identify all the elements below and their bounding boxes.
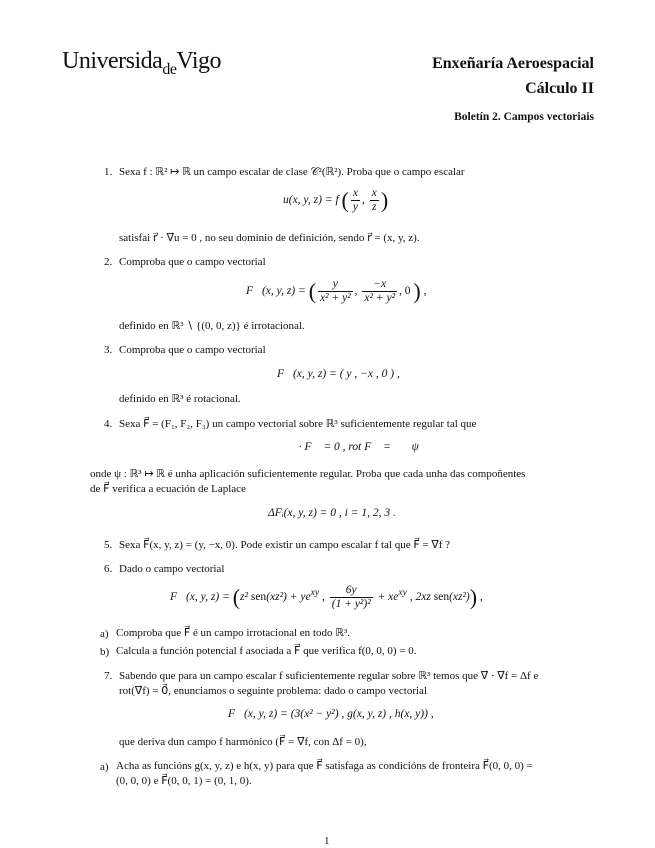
problem-6b-label: b): [100, 646, 110, 658]
problem-7-text-3: que deriva dun campo f harmónico (F⃗ = ∇⃗f, con Δf = 0),: [119, 736, 367, 748]
problem-3-condition: definido en ℝ³ é rotacional.: [119, 393, 241, 405]
problem-7a-text: Acha as funcións g(x, y, z) e h(x, y) para que F⃗ satisfaga as condicións de fronteira F⃗(0, 0, 0) =: [116, 760, 533, 772]
university-logo: Universida$_{de}$Vigo: [62, 48, 221, 78]
problem-2-number: 2.: [104, 256, 113, 268]
problem-7-number: 7.: [104, 670, 113, 682]
problem-1-number: 1.: [104, 166, 113, 178]
problem-4-number: 4.: [104, 418, 113, 430]
problem-1-text: Sexa f : ℝ² ↦ ℝ un campo escalar de clase 𝒞²(ℝ²). Proba que o campo escalar: [119, 166, 465, 178]
problem-3-number: 3.: [104, 344, 113, 356]
problem-1-equation: u(x, y, z) = f ( $\frac{x}{y}$ , $\frac{x}{z}$ ): [283, 187, 389, 213]
problem-6-number: 6.: [104, 563, 113, 575]
problem-3-equation: F⃗(x, y, z) = ( y , −x , 0 ) ,: [277, 368, 400, 380]
problem-4-equation: ∇⃗ · F⃗ = 0 , rot F⃗ = ∇⃗ψ: [278, 441, 419, 453]
problem-7a-label: a): [100, 761, 109, 773]
problem-4-text-3: de F⃗ verifica a ecuación de Laplace: [90, 483, 246, 495]
problem-7-text-2: rot(∇⃗f) = 0⃗, enunciamos o seguinte problema: dado o campo vectorial: [119, 685, 427, 697]
problem-5-number: 5.: [104, 539, 113, 551]
course-title: Cálculo II: [525, 80, 594, 97]
page-number: 1: [324, 835, 330, 847]
problem-2-text: Comproba que o campo vectorial: [119, 256, 266, 268]
problem-6-text: Dado o campo vectorial: [119, 563, 225, 575]
degree-title: Enxeñaría Aeroespacial: [432, 55, 594, 72]
problem-4-equation-2: ΔFᵢ(x, y, z) = 0 , i = 1, 2, 3 .: [268, 507, 396, 519]
problem-6b-text: Calcula a función potencial f asociada a F⃗ que verifica f(0, 0, 0) = 0.: [116, 645, 417, 657]
problem-2-equation: F⃗(x, y, z) = ( $\frac{y}{\text{x² + y²}}$ , $\frac{-x}{\text{x² + y²}}$ , 0 ) ,: [246, 278, 427, 304]
problem-6a-text: Comproba que F⃗ é un campo irrotacional en todo ℝ³.: [116, 627, 350, 639]
problem-6-equation: F⃗(x, y, z) = (z² $sen(xz^2) + ye^{xy}$ , $\frac{6y}{\text{(1 + y²)²}}$ + $xe^{xy}$ , 2xz sen(xz²)) ,: [170, 584, 483, 610]
problem-2-condition: definido en ℝ³ ∖ {(0, 0, z)} é irrotacional.: [119, 320, 305, 332]
problem-5-text: Sexa F⃗(x, y, z) = (y, −x, 0). Pode existir un campo escalar f tal que F⃗ = ∇⃗f ?: [119, 539, 451, 551]
sheet-title: Boletín 2. Campos vectoriais: [454, 111, 594, 123]
problem-3-text: Comproba que o campo vectorial: [119, 344, 266, 356]
problem-4-text: Sexa F⃗ = (F₁, F₂, F₃) un campo vectorial sobre ℝ³ suficientemente regular tal que: [119, 418, 477, 430]
problem-1-condition: satisfai r⃗ · ∇⃗u = 0 , no seu dominio de definición, sendo r⃗ = (x, y, z).: [119, 232, 420, 244]
problem-7a-text-2: (0, 0, 0) e F⃗(0, 0, 1) = (0, 1, 0).: [116, 775, 252, 787]
problem-7-text: Sabendo que para un campo escalar f suficientemente regular sobre ℝ³ temos que ∇⃗ · ∇⃗f = Δf e: [119, 670, 539, 682]
problem-7-equation: F⃗(x, y, z) = (3(x² − y²) , g(x, y, z) , h(x, y)) ,: [228, 708, 434, 720]
problem-6a-label: a): [100, 628, 109, 640]
problem-4-text-2: onde ψ : ℝ³ ↦ ℝ é unha aplicación suficientemente regular. Proba que cada unha das compoñentes: [90, 468, 526, 480]
